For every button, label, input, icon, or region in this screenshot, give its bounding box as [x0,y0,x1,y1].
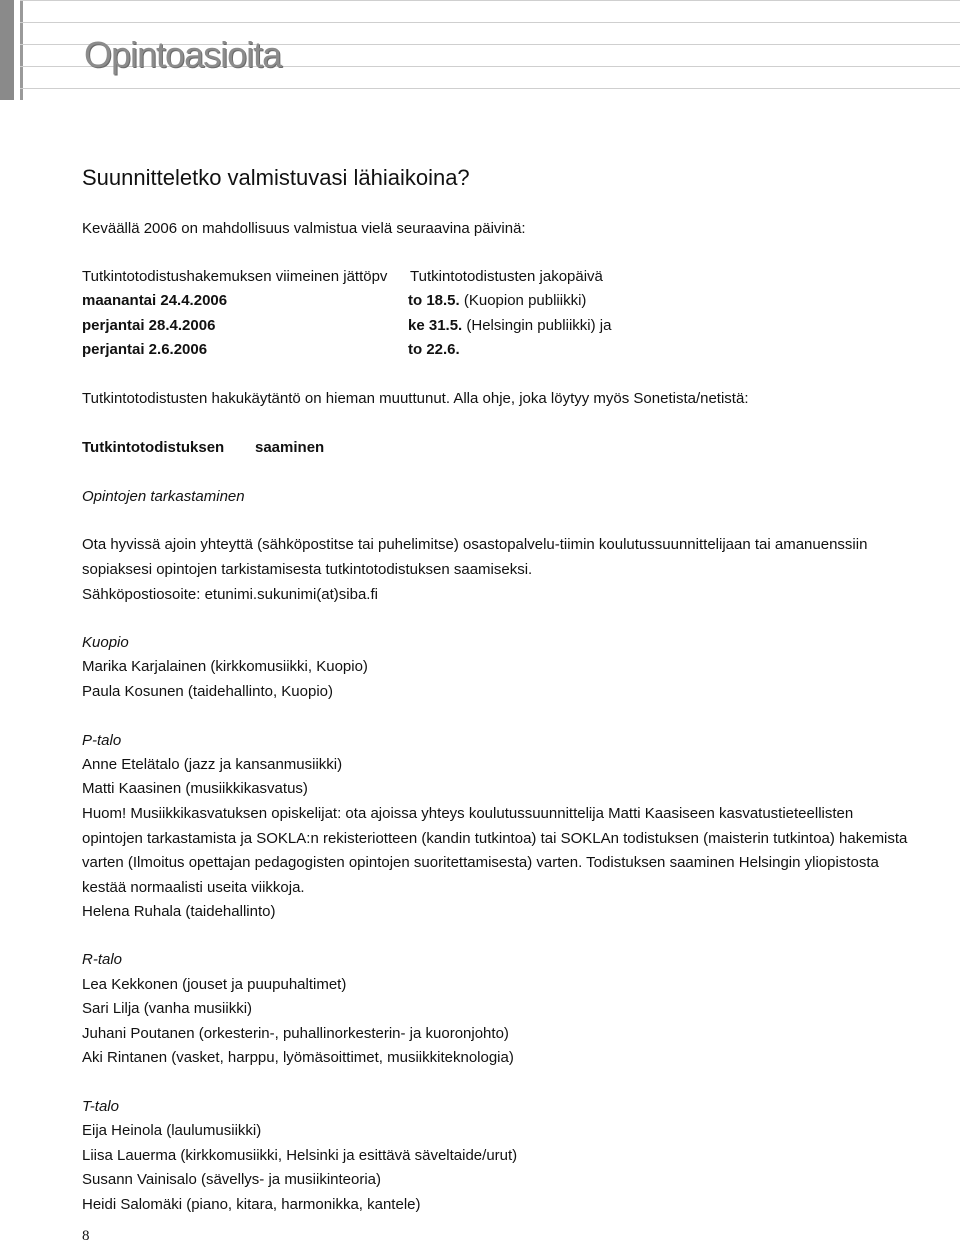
header-grid-line [20,22,960,23]
subheading-word2: saaminen [255,439,325,456]
dates-row-right [408,289,586,313]
dates-row-right-note: (Helsingin publiikki) ja [462,317,612,334]
header-grid-line [20,88,960,89]
contact-person: Sari Lilja (vanha musiikki) [82,1000,253,1017]
dates-row-right-date: to 22.6. [408,341,460,358]
dates-col1-header: Tutkintotodistushakemuksen viimeinen jättöpv [82,268,388,285]
dates-row-right-date: ke 31.5. [408,317,463,334]
header-side-bar-thin [20,0,23,100]
contact-person: Susann Vainisalo (sävellys- ja musiikinteoria) [82,1171,382,1188]
dates-row-left: perjantai 2.6.2006 [82,341,208,358]
contact-person: Helena Ruhala (taidehallinto) [82,903,276,920]
contact-person: Eija Heinola (laulumusiikki) [82,1122,262,1139]
kuopio-title: Kuopio [82,634,129,651]
contact-person: Marika Karjalainen (kirkkomusiikki, Kuopio) [82,658,368,675]
contact-person: Anne Etelätalo (jazz ja kansanmusiikki) [82,756,343,773]
page-number: 8 [82,1228,90,1244]
rtalo-title: R-talo [82,951,123,968]
opintojen-title: Opintojen tarkastaminen [82,488,245,505]
ptalo-note: Huom! Musiikkikasvatuksen opiskelijat: ota ajoissa yhteys koulutussuunnittelija Matti Kaasiseen kasvatustieteellisten opintojen tarkastamista ja SOKLA:n rekisteriotteen (kandin tutkintoa) tai SOKLAn todistuksen (maisterin tutkintoa) hakemista varten (Ilmoitus opettajan pedagogisten opintojen suoritettamisesta) varten. Todistuksen saaminen Helsingin yliopistosta kestää normaalisti useita viikkoja. [82,805,908,896]
opintojen-paragraph: Ota hyvissä ajoin yhteyttä (sähköpostitse tai puhelimitse) osastopalvelu-tiimin koulutussuunnittelijaan tai amanuenssiin sopiaksesi opintojen tarkistamisesta tutkintotodistuksen saamiseksi. [82,536,868,578]
dates-row-right [408,338,460,362]
dates-row-right-date: to 18.5. [408,292,460,309]
dates-row-right [408,314,611,338]
contact-person: Lea Kekkonen (jouset ja puupuhaltimet) [82,976,347,993]
contact-person: Aki Rintanen (vasket, harppu, lyömäsoittimet, musiikkiteknologia) [82,1049,514,1066]
contact-person: Juhani Poutanen (orkesterin-, puhallinorkesterin- ja kuoronjohto) [82,1025,509,1042]
practice-note: Tutkintotodistusten hakukäytäntö on hieman muuttunut. Alla ohje, joka löytyy myös Sonetista/netistä: [82,390,749,407]
dates-row-right-note: (Kuopion publiikki) [459,292,587,309]
dates-row-left: maanantai 24.4.2006 [82,292,228,309]
contact-person: Paula Kosunen (taidehallinto, Kuopio) [82,683,334,700]
contact-person: Liisa Lauerma (kirkkomusiikki, Helsinki ja esittävä säveltaide/urut) [82,1147,518,1164]
contact-person: Heidi Salomäki (piano, kitara, harmonikka, kantele) [82,1196,421,1213]
dates-col2-header: Tutkintotodistusten jakopäivä [410,268,603,285]
header-grid-line [20,0,960,1]
ttalo-title: T-talo [82,1098,119,1115]
opintojen-email: Sähköpostiosoite: etunimi.sukunimi(at)siba.fi [82,586,378,603]
dates-row-left: perjantai 28.4.2006 [82,317,216,334]
section-heading: Suunnitteletko valmistuvasi lähiaikoina? [82,165,470,190]
ptalo-title: P-talo [82,732,122,749]
page-title: Opintoasioita [84,34,282,75]
subheading-word1: Tutkintotodistuksen [82,439,225,456]
contact-person: Matti Kaasinen (musiikkikasvatus) [82,780,308,797]
header-side-bar [0,0,14,100]
section-intro: Keväällä 2006 on mahdollisuus valmistua vielä seuraavina päivinä: [82,220,526,237]
